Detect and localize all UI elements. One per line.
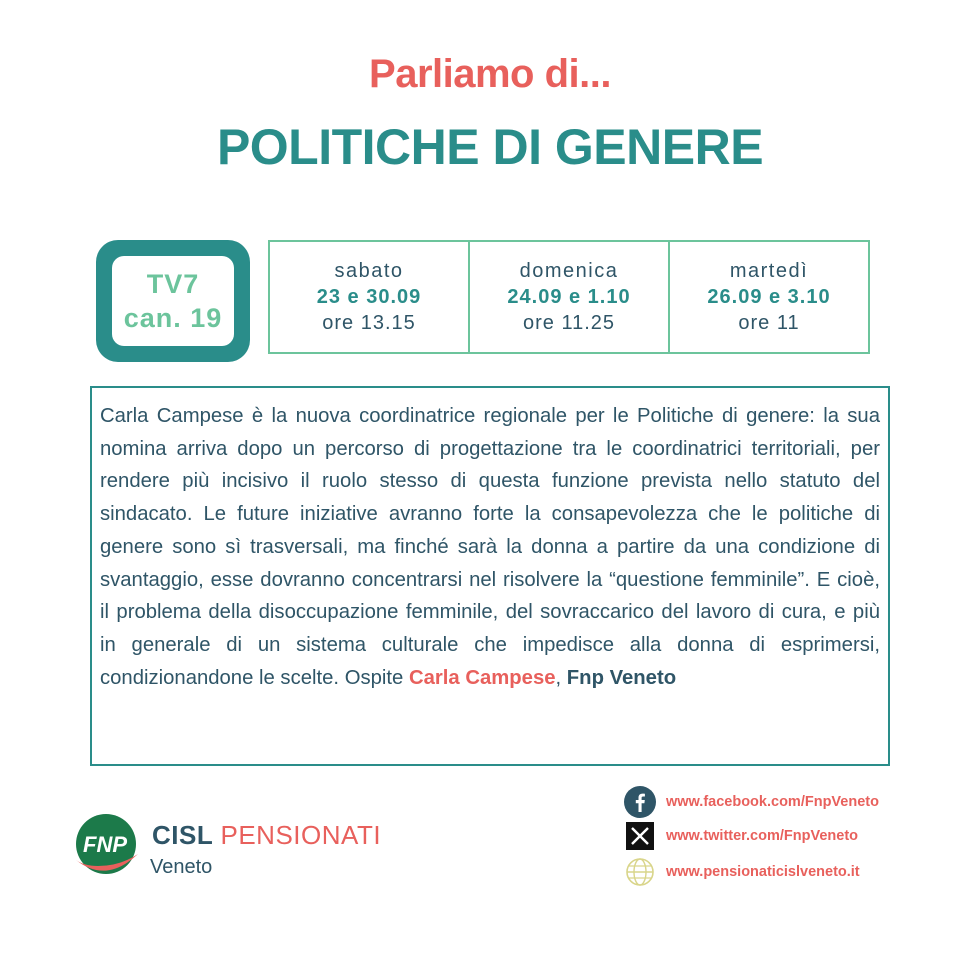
schedule-time: ore 13.15 [322,312,416,334]
channel-badge-inner [112,256,234,346]
schedule-dates: 26.09 e 3.10 [707,286,831,308]
guest-label: Ospite [344,666,404,689]
guest-separator: , [555,666,562,689]
channel-badge [96,240,250,362]
social-website[interactable] [624,854,944,890]
schedule-day: martedì [729,260,809,282]
organization-name: Fnp Veneto [566,666,677,689]
logo-region: Veneto [150,856,213,878]
facebook-icon [624,786,656,818]
globe-icon [624,856,656,888]
logo-cisl-text: CISL [152,820,213,850]
schedule-time: ore 11 [738,312,800,334]
schedule-day: domenica [519,260,619,282]
fnp-logo-text: FNP [83,832,127,857]
schedule-cell-sunday [468,242,668,352]
schedule-day: sabato [334,260,404,282]
schedule-time: ore 11.25 [522,312,616,334]
article-box [90,386,890,766]
schedule-table [268,240,870,354]
schedule-dates: 24.09 e 1.10 [507,286,631,308]
facebook-link[interactable]: www.facebook.com/FnpVeneto [666,794,879,810]
fnp-cisl-logo [72,814,402,884]
article-body: Carla Campese è la nuova coordinatrice regionale per le Politiche di genere: la sua nomina arriva dopo un percorso di progettazione tra le coordinatrici territoriali, per rendere più incisivo il ruolo stesso di questa funzione prevista nello statuto del sindacato. Le future iniziative avranno forte la consapevolezza che le politiche di genere sono sì trasversali, ma finché sarà la donna a partire da una condizione di svantaggio, esse dovranno concentrarsi nel risolvere la “questione femminile”. E cioè, il problema della disoccupazione femminile, del sovraccarico del lavoro di cura, e più in generale di un sistema culturale che impedisce alla donna di esprimersi, condizionandone le scelte. [100,405,880,689]
social-facebook[interactable] [624,784,944,820]
channel-number: can. 19 [123,303,223,333]
schedule-dates: 23 e 30.09 [316,286,422,308]
x-icon [624,820,656,852]
channel-name: TV7 [146,269,200,299]
schedule-cell-saturday [270,242,468,352]
guest-name: Carla Campese [408,666,556,689]
fnp-logo-icon [72,814,142,880]
logo-pensionati-text: PENSIONATI [220,820,382,850]
logo-wordmark [152,820,381,851]
twitter-link[interactable]: www.twitter.com/FnpVeneto [666,828,859,844]
article-text [100,400,880,694]
schedule-cell-tuesday [668,242,868,352]
page-subtitle: Parliamo di... [369,52,611,96]
social-twitter[interactable] [624,818,944,854]
page-title: POLITICHE DI GENERE [216,119,764,175]
website-link[interactable]: www.pensionaticislveneto.it [666,864,860,880]
